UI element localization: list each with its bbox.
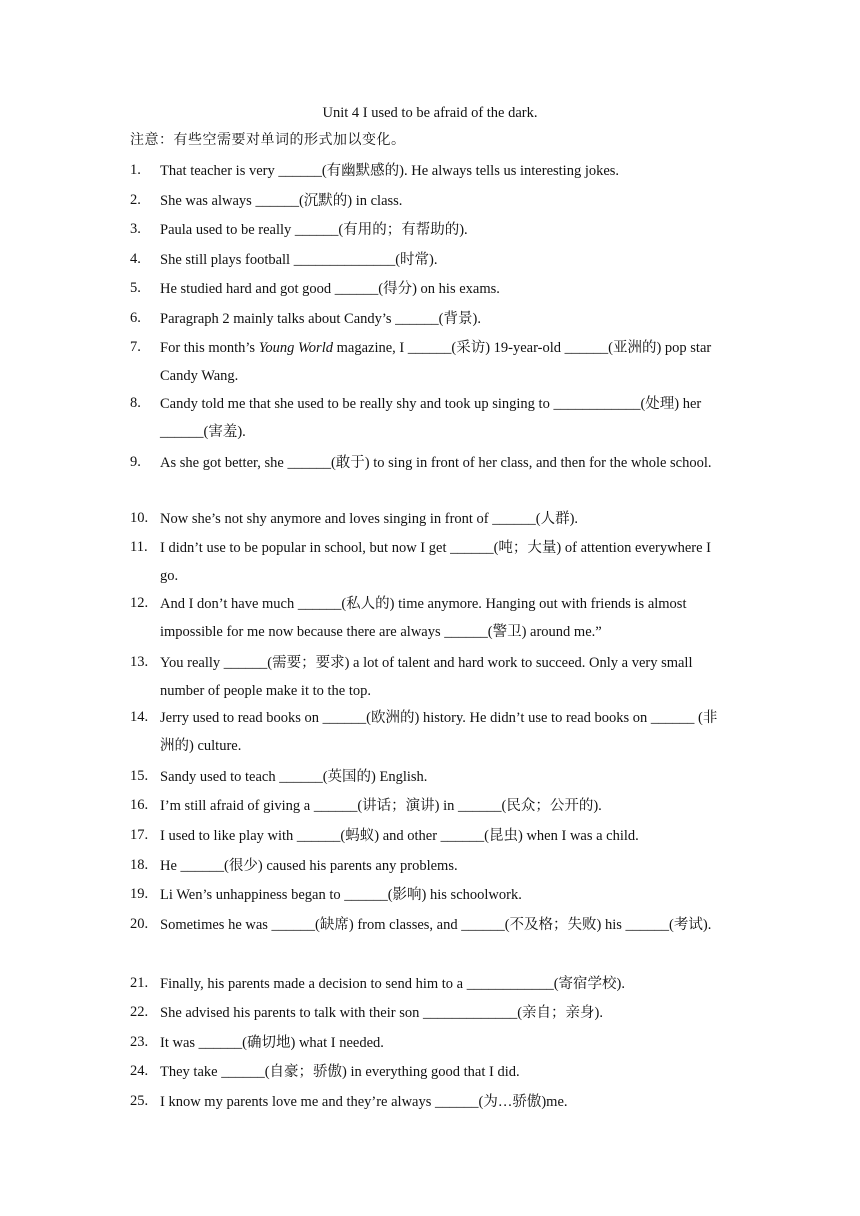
item-text: And I don’t have much ______(私人的) time anymore. Hanging out with friends is almost impossible for me now because there are always ______(警卫) around me.”: [160, 596, 687, 640]
item-number: 25.: [130, 1093, 149, 1109]
item-number: 17.: [130, 827, 149, 843]
item-number: 23.: [130, 1034, 149, 1050]
list-item: [130, 221, 730, 244]
item-number: 6.: [130, 310, 141, 326]
list-item: [130, 1093, 730, 1116]
item-text: Now she’s not shy anymore and loves singing in front of ______(人群).: [160, 511, 579, 527]
item-text: Paula used to be really ______(有用的；有帮助的).: [160, 222, 468, 238]
item-number: 11.: [130, 539, 148, 555]
item-text: Sandy used to teach ______(英国的) English.: [160, 769, 428, 785]
item-number: 10.: [130, 510, 149, 526]
list-item: [130, 539, 730, 590]
item-text: Paragraph 2 mainly talks about Candy’s ______(背景).: [160, 311, 481, 327]
list-item: [130, 797, 730, 820]
item-text: Sometimes he was ______(缺席) from classes, and ______(不及格；失败) his ______(考试).: [160, 917, 712, 933]
list-item: [130, 454, 730, 477]
list-item: [130, 595, 730, 646]
item-text: Candy told me that she used to be really shy and took up singing to ____________(处理) her ______(害羞).: [160, 396, 702, 440]
list-item: [130, 1004, 730, 1027]
list-item: [130, 280, 730, 303]
item-number: 20.: [130, 916, 149, 932]
item-text: You really ______(需要；要求) a lot of talent and hard work to succeed. Only a very small number of people make it to the top.: [160, 655, 693, 699]
list-item: [130, 510, 730, 533]
item-text: He ______(很少) caused his parents any problems.: [160, 858, 458, 874]
item-text: I didn’t use to be popular in school, but now I get ______(吨；大量) of attention everywhere I go.: [160, 540, 712, 584]
item-number: 3.: [130, 221, 141, 237]
list-item: [130, 768, 730, 791]
item-number: 4.: [130, 251, 141, 267]
item-number: 9.: [130, 454, 141, 470]
instruction-note: 注意：有些空需要对单词的形式加以变化。: [130, 132, 406, 148]
item-number: 14.: [130, 709, 149, 725]
item-number: 2.: [130, 192, 141, 208]
item-number: 8.: [130, 395, 141, 411]
list-item: [130, 654, 730, 705]
item-text: Li Wen’s unhappiness began to ______(影响) his schoolwork.: [160, 887, 522, 903]
list-item: [130, 709, 730, 760]
item-text: I’m still afraid of giving a ______(讲话；演讲) in ______(民众；公开的).: [160, 798, 602, 814]
list-item: [130, 1063, 730, 1086]
item-number: 24.: [130, 1063, 149, 1079]
list-item: [130, 192, 730, 215]
item-number: 19.: [130, 886, 149, 902]
list-item: [130, 975, 730, 998]
item-text: He studied hard and got good ______(得分) on his exams.: [160, 281, 500, 297]
list-item: [130, 857, 730, 880]
item-number: 18.: [130, 857, 149, 873]
item-text: She still plays football ______________(时常).: [160, 252, 438, 268]
list-item: [130, 395, 730, 446]
list-item: [130, 310, 730, 333]
item-text: They take ______(自豪；骄傲) in everything good that I did.: [160, 1064, 520, 1080]
item-text: I used to like play with ______(蚂蚁) and other ______(昆虫) when I was a child.: [160, 828, 639, 844]
item-number: 1.: [130, 162, 141, 178]
item-number: 22.: [130, 1004, 149, 1020]
item-number: 21.: [130, 975, 149, 991]
item-text: It was ______(确切地) what I needed.: [160, 1035, 384, 1051]
list-item: [130, 827, 730, 850]
item-number: 16.: [130, 797, 149, 813]
item-text: That teacher is very ______(有幽默感的). He always tells us interesting jokes.: [160, 163, 620, 179]
list-item: [130, 162, 730, 185]
item-text: As she got better, she ______(敢于) to sing in front of her class, and then for the whole school.: [160, 455, 712, 471]
item-number: 7.: [130, 339, 141, 355]
list-item: [130, 339, 730, 390]
list-item: [130, 1034, 730, 1057]
item-text: Jerry used to read books on ______(欧洲的) history. He didn’t use to read books on ______ (非洲的) culture.: [160, 710, 718, 754]
item-text: For this month’s Young World magazine, I ______(采访) 19-year-old ______(亚洲的) pop star Candy Wang.: [160, 340, 712, 384]
page-title: Unit 4 I used to be afraid of the dark.: [322, 105, 538, 121]
list-item: [130, 916, 730, 939]
item-text: I know my parents love me and they’re always ______(为…骄傲)me.: [160, 1094, 568, 1110]
list-item: [130, 886, 730, 909]
item-text: She advised his parents to talk with their son _____________(亲自；亲身).: [160, 1005, 604, 1021]
item-number: 15.: [130, 768, 149, 784]
item-number: 5.: [130, 280, 141, 296]
item-number: 13.: [130, 654, 149, 670]
list-item: [130, 251, 730, 274]
item-number: 12.: [130, 595, 149, 611]
item-text: Finally, his parents made a decision to send him to a ____________(寄宿学校).: [160, 976, 626, 992]
item-text: She was always ______(沉默的) in class.: [160, 193, 403, 209]
